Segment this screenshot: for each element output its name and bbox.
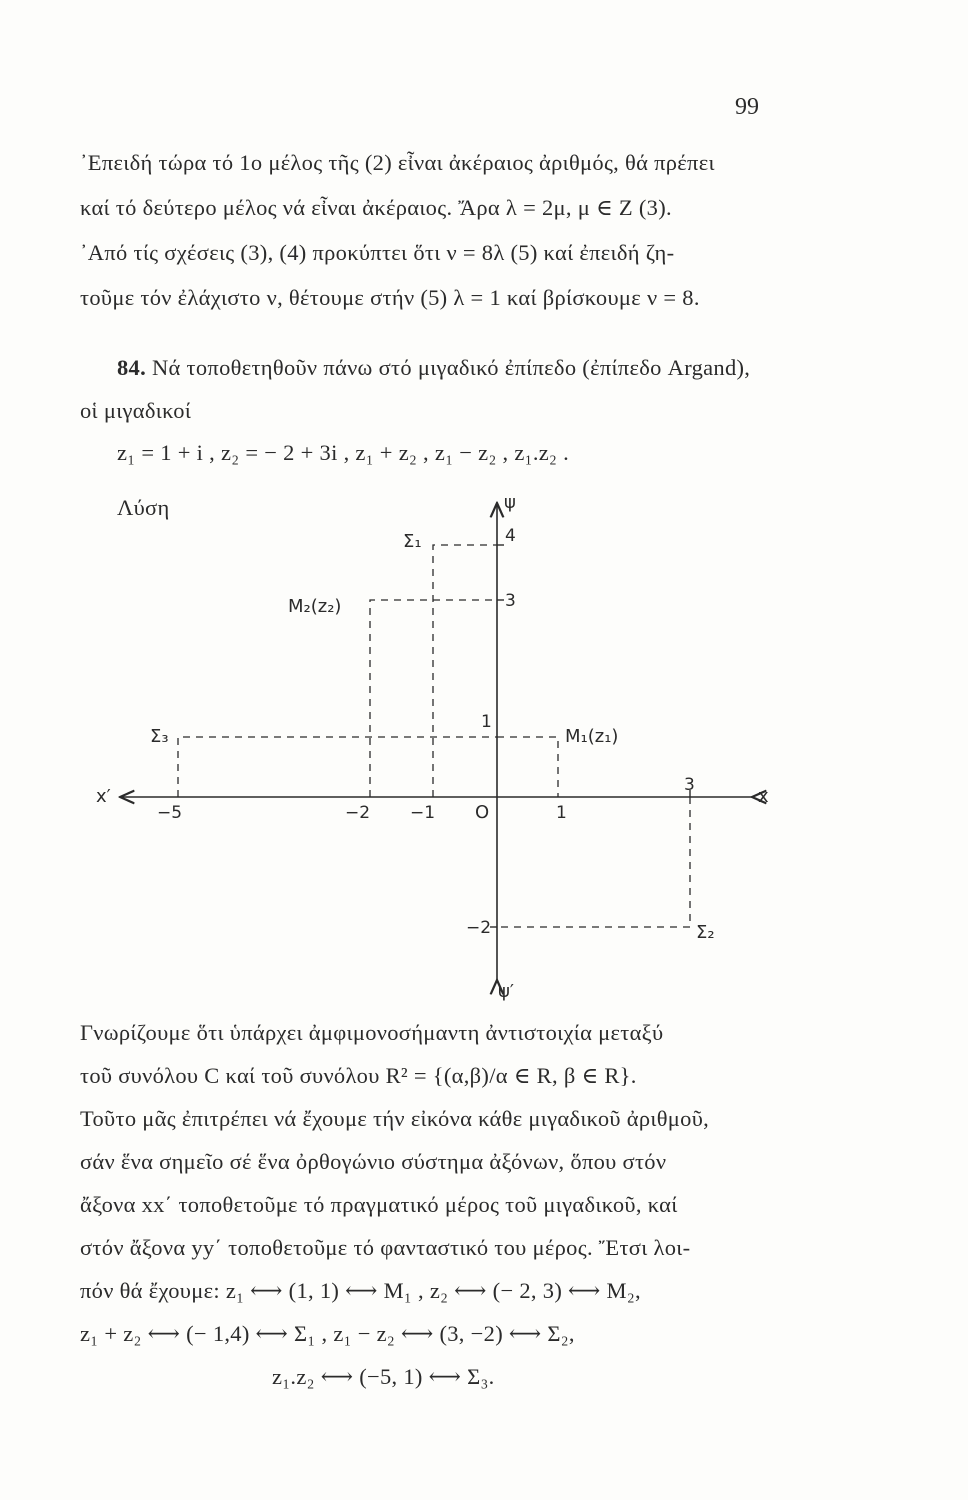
conclusion-line-9: z₁.z₂ ⟷ (−5, 1) ⟷ Σ₃. [272, 1364, 495, 1389]
m2-label: M₂(z₂) [288, 596, 342, 617]
origin-label: O [475, 802, 490, 823]
sigma2-label: Σ₂ [696, 922, 715, 943]
y-tick-4: 4 [505, 526, 516, 546]
y-tick-minus2: −2 [466, 918, 492, 938]
exercise-numbers: z₁ = 1 + i , z₂ = − 2 + 3i , z₁ + z₂ , z₁ − z₂ , z₁.z₂ . [117, 440, 570, 465]
x-prime-axis-label: x′ [96, 786, 111, 807]
conclusion-line-2: τοῦ συνόλου C καί τοῦ συνόλου R² = {(α,β)/α ∈ R, β ∈ R}. [80, 1063, 637, 1088]
conclusion-line-3: Τοῦτο μᾶς ἐπιτρέπει νά ἔχουμε τήν εἰκόνα κάθε μιγαδικοῦ ἀριθμοῦ, [80, 1106, 710, 1131]
conclusion-line-8: z₁ + z₂ ⟷ (− 1,4) ⟷ Σ₁ , z₁ − z₂ ⟷ (3, −2) ⟷ Σ₂, [80, 1321, 575, 1346]
x-tick-1: 1 [556, 803, 567, 823]
y-tick-1: 1 [481, 712, 492, 732]
intro-line-2: καί τό δεύτερο μέλος νά εἶναι ἀκέραιος. Ἄρα λ = 2μ, μ ∈ Z (3). [80, 195, 672, 220]
m1-label: M₁(z₁) [565, 726, 619, 747]
solution-label: Λύση [117, 495, 170, 520]
exercise-number: 84. [117, 355, 147, 380]
sigma3-label: Σ₃ [150, 726, 169, 747]
sigma2-guide [497, 797, 690, 927]
conclusion-line-1: Γνωρίζουμε ὅτι ὑπάρχει ἀμφιμονοσήμαντη ἀντιστοιχία μεταξύ [80, 1020, 664, 1045]
conclusion-line-4: σάν ἕνα σημεῖο σέ ἕνα ὀρθογώνιο σύστημα ἀξόνων, ὅπου στόν [80, 1149, 667, 1174]
x-tick-3: 3 [684, 775, 695, 795]
intro-line-4: τοῦμε τόν ἐλάχιστο ν, θέτουμε στήν (5) λ = 1 καί βρίσκουμε ν = 8. [80, 285, 700, 310]
x-tick-minus2: −2 [345, 803, 371, 823]
y-tick-3: 3 [505, 591, 516, 611]
exercise-line-1: Νά τοποθετηθοῦν πάνω στό μιγαδικό ἐπίπεδο (ἐπίπεδο Argand), [151, 355, 751, 380]
sigma3-guide [178, 737, 497, 797]
y-prime-axis-label: ψ′ [498, 981, 514, 1002]
exercise-line-2: οἱ μιγαδικοί [80, 398, 192, 423]
y-axis-label: ψ [504, 492, 516, 513]
page-number: 99 [735, 94, 759, 120]
intro-line-1: ᾿Επειδή τώρα τό 1ο μέλος τῆς (2) εἶναι ἀκέραιος ἀριθμός, θά πρέπει [80, 150, 715, 175]
conclusion-line-5: ἄξονα xx΄ τοποθετοῦμε τό πραγματικό μέρος τοῦ μιγαδικοῦ, καί [80, 1192, 678, 1217]
intro-line-3: ᾿Από τίς σχέσεις (3), (4) προκύπτει ὅτι ν = 8λ (5) καί ἐπειδή ζη- [80, 240, 675, 265]
m1-guide [497, 737, 558, 797]
sigma1-label: Σ₁ [403, 531, 422, 552]
x-tick-minus5: −5 [157, 803, 183, 823]
sigma1-guide [433, 545, 497, 797]
conclusion-line-7: πόν θά ἔχουμε: z₁ ⟷ (1, 1) ⟷ M₁ , z₂ ⟷ (− 2, 3) ⟷ M₂, [80, 1278, 641, 1303]
conclusion-line-6: στόν ἄξονα yy΄ τοποθετοῦμε τό φανταστικό του μέρος. Ἔτσι λοι- [80, 1235, 691, 1260]
x-tick-minus1: −1 [410, 803, 436, 823]
x-axis-label: x [758, 786, 769, 807]
